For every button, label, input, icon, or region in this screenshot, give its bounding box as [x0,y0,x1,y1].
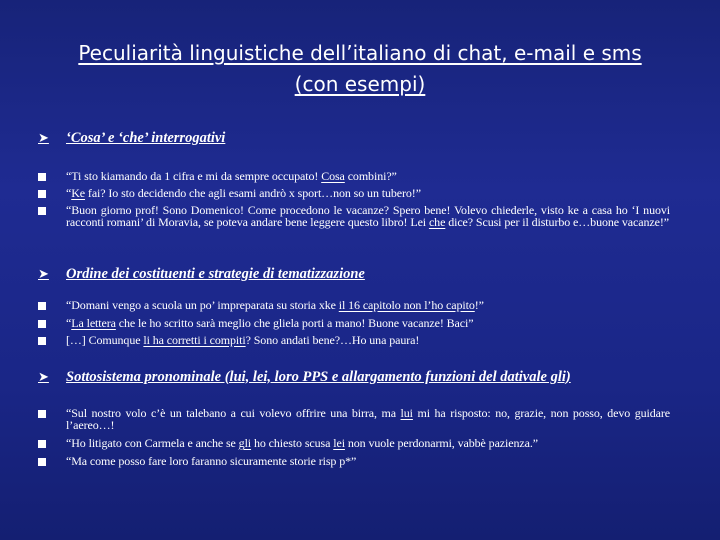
list-item [38,335,670,347]
list-item-text: “Ho litigato con Carmela e anche se gli ho chiesto scusa lei non vuole perdonarmi, vabbè pazienza.” [66,436,538,450]
section-heading-cosa-che [38,128,225,148]
square-bullet-icon [38,302,46,310]
slide-title-line-2: (con esempi) [294,72,426,96]
square-bullet-icon [38,207,46,215]
list-item-text: “Buon giorno prof! Sono Domenico! Come procedono le vacanze? Spero bene! Volevo chiederle, visto ke a casa ho ‘I nuovi racconti romani’ di Moravia, se poteva andare bene leggere questo libro! Lei che dice? Scusi per il disturbo e…buone vacanze!” [66,203,670,229]
section-heading-text: ‘Cosa’ e ‘che’ interrogativi [66,129,226,146]
square-bullet-icon [38,173,46,181]
section-heading-ordine-costituenti [38,264,365,284]
list-item [38,318,670,330]
square-bullet-icon [38,320,46,328]
square-bullet-icon [38,410,46,418]
list-item [38,408,670,431]
section-heading-text: Sottosistema pronominale (lui, lei, loro PPS e allargamento funzioni del dativale gli) [66,368,571,385]
list-item-text: “Sul nostro volo c’è un talebano a cui volevo offrire una birra, ma lui mi ha risposto: no, grazie, non posso, devo guidare l’aereo…! [66,406,670,432]
section-heading-sottosistema-pronominale [38,367,571,387]
square-bullet-icon [38,337,46,345]
list-item-text: […] Comunque li ha corretti i compiti? Sono andati bene?…Ho una paura! [66,333,420,347]
list-item [38,300,670,312]
arrow-bullet-icon: ➤ [38,369,49,384]
list-item-text: “La lettera che le ho scritto sarà meglio che gliela porti a mano! Buone vacanze! Baci” [66,316,474,330]
list-item [38,188,670,200]
slide-title-line-1: Peculiarità linguistiche dell’italiano di chat, e-mail e sms [78,41,642,65]
square-bullet-icon [38,190,46,198]
list-item-text: “Ma come posso fare loro faranno sicuramente storie risp p*” [66,454,357,468]
list-item [38,205,670,228]
arrow-bullet-icon: ➤ [38,130,49,145]
square-bullet-icon [38,458,46,466]
list-item [38,456,670,468]
list-item [38,171,670,183]
arrow-bullet-icon: ➤ [38,266,49,281]
list-item [38,438,670,450]
list-item-text: “Ti sto kiamando da 1 cifra e mi da sempre occupato! Cosa combini?” [66,169,397,183]
slide-title [40,38,680,100]
section-heading-text: Ordine dei costituenti e strategie di tematizzazione [66,265,365,282]
square-bullet-icon [38,440,46,448]
list-item-text: “Ke fai? Io sto decidendo che agli esami andrò x sport…non so un tubero!” [66,186,421,200]
list-item-text: “Domani vengo a scuola un po’ impreparata su storia xke il 16 capitolo non l’ho capito!” [66,298,484,312]
